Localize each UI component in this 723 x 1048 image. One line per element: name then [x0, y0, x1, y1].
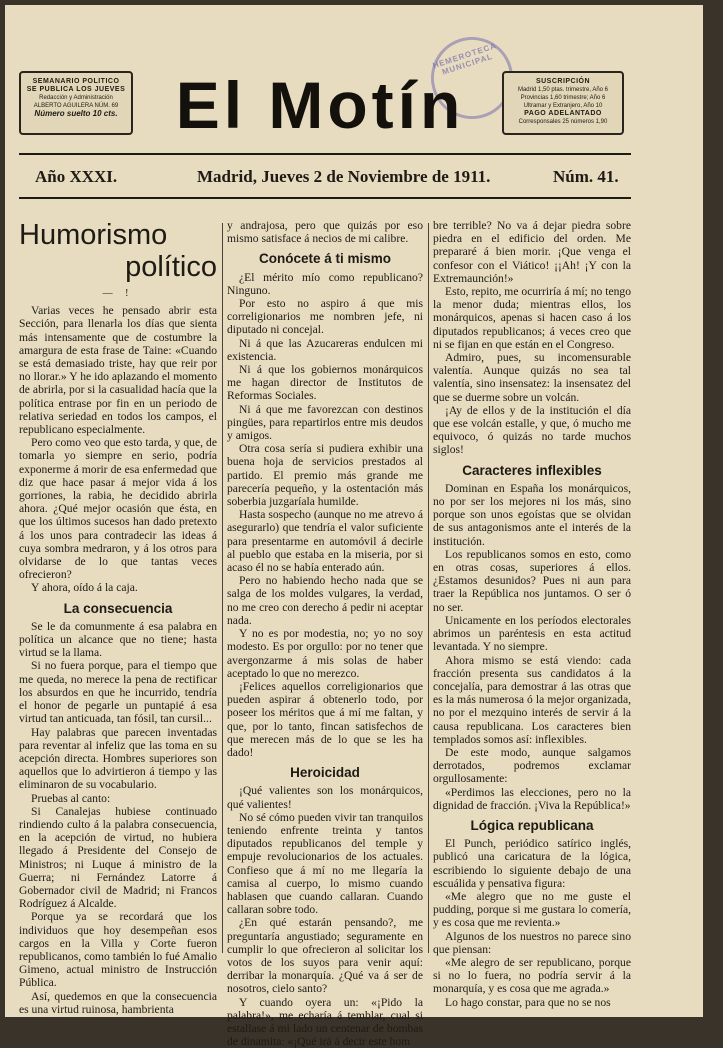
year-label: Año XXXI.	[35, 167, 118, 186]
paragraph: ¡Qué valientes son los monárquicos, qué valientes!	[227, 784, 423, 811]
paragraph: Esto, repito, me ocurriría á mí; no tengo la menor duda; mientras ellos, los monárquicos, apenas si hacen caso á los diputados republicanos; á veces creo que ni se fijan en que están en el Congreso.	[433, 285, 631, 351]
paragraph: Ni á que me favorezcan con destinos pingües, para repartirlos entre mis deudos y amigos.	[227, 402, 423, 443]
paragraph: Se le da comunmente á esa palabra en política un alcance que no tiene; hasta virtud se la llama.	[19, 619, 217, 660]
paragraph: Y ahora, oído á la caja.	[31, 581, 138, 595]
paragraph: Ni á que los gobiernos monárquicos me hagan director de Institutos de Reformas Sociales.	[227, 363, 423, 403]
paragraph: Y cuando oyera un: «¡Pido la palabra!», me echaría á temblar, cual si estallase á mi lado un centenar de bombas de dinamita: «¡Qué irá á decir este hom	[227, 995, 423, 1048]
paragraph: Unicamente en los períodos electorales abrimos un paréntesis en esta actitud levantada. Y no siempre.	[433, 613, 631, 654]
paragraph: Si Canalejas hubiese continuado rindiendo culto á la palabra consecuencia, en la acepción de virtud, no hubiera llegado á Presidente del Consejo de Ministros; ni Luque á ministro de la Guerra; ni Fernández Latorre á Gobernador civil de Madrid; ni Francos Rodríguez á Alcalde.	[19, 804, 217, 911]
top-rule	[19, 153, 631, 155]
paragraph: No sé cómo pueden vivir tan tranquilos teniendo enfrente treinta y tantos diputados republicanos del temple y empuje revolucionarios de los actuales. Confieso que á mí no me llegaría la camisa al cuerpo, lo mismo cuando hablasen que cuando callaran. Cuando callaran sobre todo.	[227, 810, 423, 917]
paragraph: ¿El mérito mío como republicano? Ninguno.	[227, 270, 423, 297]
paragraph: y andrajosa, pero que quizás por eso mismo satisface á necios de mi calibre.	[227, 219, 423, 246]
column-3	[433, 219, 631, 1009]
dateline	[19, 163, 631, 193]
issue-number: Núm. 41.	[553, 167, 619, 186]
library-stamp: HEMEROTECA MUNICIPAL	[420, 26, 523, 129]
section-heading: Caracteres inflexibles	[462, 462, 602, 478]
paragraph: «Me alegro de ser republicano, porque si no lo fuera, no podría servir á la monarquía, y es cosa que me agrada.»	[433, 955, 631, 996]
headline-line1: Humorismo	[19, 219, 168, 251]
headline-line2: político	[125, 251, 217, 283]
paragraph: Otra cosa sería si pudiera exhibir una buena hoja de servicios prestados al partido. El premio más grande me parecería pequeño, y la ostentación más soberbia juzgaríala humilde.	[227, 442, 423, 509]
paragraph: Pero no habiendo hecho nada que se salga de los moldes vulgares, la verdad, no me creo con derecho á pedir ni aceptar nada.	[227, 574, 423, 627]
column-2	[227, 219, 423, 1048]
ornament: — !	[102, 288, 134, 299]
masthead-left-box: SEMANARIO POLITICO SE PUBLICA LOS JUEVES Redacción y Administración ALBERTO AGUILERA NÚM. 69 Número suelto 10 cts.	[19, 71, 133, 135]
section-heading: Heroicidad	[290, 765, 360, 781]
paragraph: «Me alegro que no me guste el pudding, porque si me gustara lo comería, y es cosa que me revienta.»	[433, 889, 631, 930]
paragraph: El Punch, periódico satírico inglés, publicó una caricatura de la lógica, escribiendo lo siguiente debajo de una escuálida y pensativa figura:	[433, 837, 631, 890]
paragraph: ¡Felices aquellos correligionarios que pueden aspirar á obtenerlo todo, por poseer los méritos que á mí me faltan, y que, por lo tanto, fincan satisfechos de que merecen más de lo que se les ha dado!	[227, 679, 423, 759]
paragraph: Porque ya se recordará que los individuos que hoy desempeñan esos cargos en la Villa y Corte fueron republicanos, como también lo fué Amalio Gimeno, actual ministro de Instrucción Pública.	[19, 910, 217, 990]
section-heading: Conócete á ti mismo	[258, 251, 392, 267]
paragraph: ¡Ay de ellos y de la institución el día que ese volcán estalle, y que, ó mucho me equivoco, ó quizás no tarde muchos siglos!	[433, 403, 631, 457]
paragraph: Varias veces he pensado abrir esta Sección, para llenarla los días que sienta más intensamente que de costumbre la amargura de esta frase de Taine: «Cuando se está demasiado triste, hay que reir por no llorar.» Y he ido aplazando el momento de abrirla, por si la casualidad hacía que la política entrase por fin en un periodo de relativa seriedad en todos los campos, el republicano especialmente.	[19, 304, 217, 437]
paragraph: Algunos de los nuestros no parece sino que piensan:	[433, 929, 631, 956]
paragraph: Hay palabras que parecen inventadas para reventar al infeliz que las toma en su acepción directa. Hombres superiores son aquellos que lo advirtieron á tiempo y las eliminaron de su vocabulario.	[19, 725, 217, 792]
paragraph: Dominan en España los monárquicos, no por ser los mejores ni los más, sino porque son unos egoístas que se olvidan de sus antagonismos ante el interés de la institución.	[433, 481, 631, 548]
masthead-right-box: SUSCRIPCIÓN Madrid 1,50 ptas. trimestre, Año 6 Provincias 1,60 trimestre; Año 6 Ultramar y Extranjero, Año 10 PAGO ADELANTADO Corresponsales 25 números 1,90	[502, 71, 624, 135]
paragraph: ¿En qué estarán pensando?, me preguntaría angustiado; seguramente en cumplir lo que ofrecieron al solicitar los votos de los suyos para venir aquí: derribar la monarquía. ¿Qué va á ser de nosotros, cielo santo?	[227, 916, 423, 996]
column-divider	[222, 223, 223, 953]
paragraph: Hasta sospecho (aunque no me atrevo á asegurarlo) que tendría el valor suficiente para presentarme en automóvil á decirle al pueblo que estaba en la miseria, por si acaso él no se había enterado aún.	[227, 508, 423, 575]
paragraph: Y no es por modestia, no; yo no soy modesto. Es por orgullo: por no tener que avergonzarme á mis solas de haber aceptado lo que no merezco.	[227, 627, 423, 680]
paragraph: De este modo, aunque salgamos derrotados, podremos exclamar orgullosamente:	[433, 745, 631, 786]
section-heading: La consecuencia	[63, 600, 173, 616]
paragraph: Admiro, pues, su incomensurable valentía. Aunque quizás no sea tal valentía, sino insensatez: la insensatez del que se duerme sobre un volcán.	[433, 351, 631, 404]
newspaper-title: El Motín	[175, 68, 465, 142]
paragraph: Así, quedemos en que la consecuencia es una virtud ruinosa, hambrienta	[19, 989, 217, 1016]
newspaper-page	[5, 5, 703, 1048]
column-1	[19, 219, 217, 1016]
paragraph: Los republicanos somos en esto, como en otras cosas, superiores á ellos. ¿Estamos desunidos? Pues ni aun para traer la República nos juntamos. O ser ó no ser.	[433, 547, 631, 614]
section-heading: Lógica republicana	[470, 817, 594, 833]
paragraph: Si no fuera porque, para el tiempo que me queda, no merece la pena de rectificar los absurdos en que he incurrido, tendría el honor de pegarle un puntapié á esa virtud tan anticuada, tan fósil, tan cursil...	[19, 659, 217, 726]
paragraph: Pruebas al canto:	[31, 791, 111, 805]
paragraph: Pero como veo que esto tarda, y que, de tomarla yo siempre en serio, podría exponerme á morir de esa enfermedad que diz que hace pasar á mejor vida á los gorriones, la rabia, he decidido abrirla ahora. ¿Qué mejor ocasión que ésta, en que los últimos sucesos han dado pretexto á los unos para contradecir las ideas á cuya sombra medraron, y á los otros para olvidarse de lo que tantas veces ofrecieron?	[19, 436, 217, 582]
paragraph: Ni á que las Azucareras endulcen mi existencia.	[227, 336, 423, 363]
place-date: Madrid, Jueves 2 de Noviembre de 1911.	[197, 167, 491, 186]
paragraph: Ahora mismo se está viendo: cada fracción presenta sus candidatos á la concejalía, para demostrar á las otras que es la más numerosa ó la mejor organizada, no por el mezquino interés de servir á la causa republicana. Los caracteres bien templados somos así: inflexibles.	[433, 653, 631, 746]
bottom-rule	[19, 197, 631, 199]
paragraph: bre terrible? No va á dejar piedra sobre piedra en el edificio del orden. Me prepararé á bien morir. ¡Que venga el confesor con el Viático! ¡¡Ah! ¡Y con la Extremaunción!»	[433, 219, 631, 285]
paragraph: Por esto no aspiro á que mis correligionarios me nombren jefe, ni diputado ni concejal.	[227, 297, 423, 337]
column-divider	[428, 223, 429, 953]
paragraph: «Perdimos las elecciones, pero no la dignidad de fracción. ¡Viva la República!»	[433, 785, 631, 812]
paragraph: Lo hago constar, para que no se nos	[445, 995, 611, 1009]
